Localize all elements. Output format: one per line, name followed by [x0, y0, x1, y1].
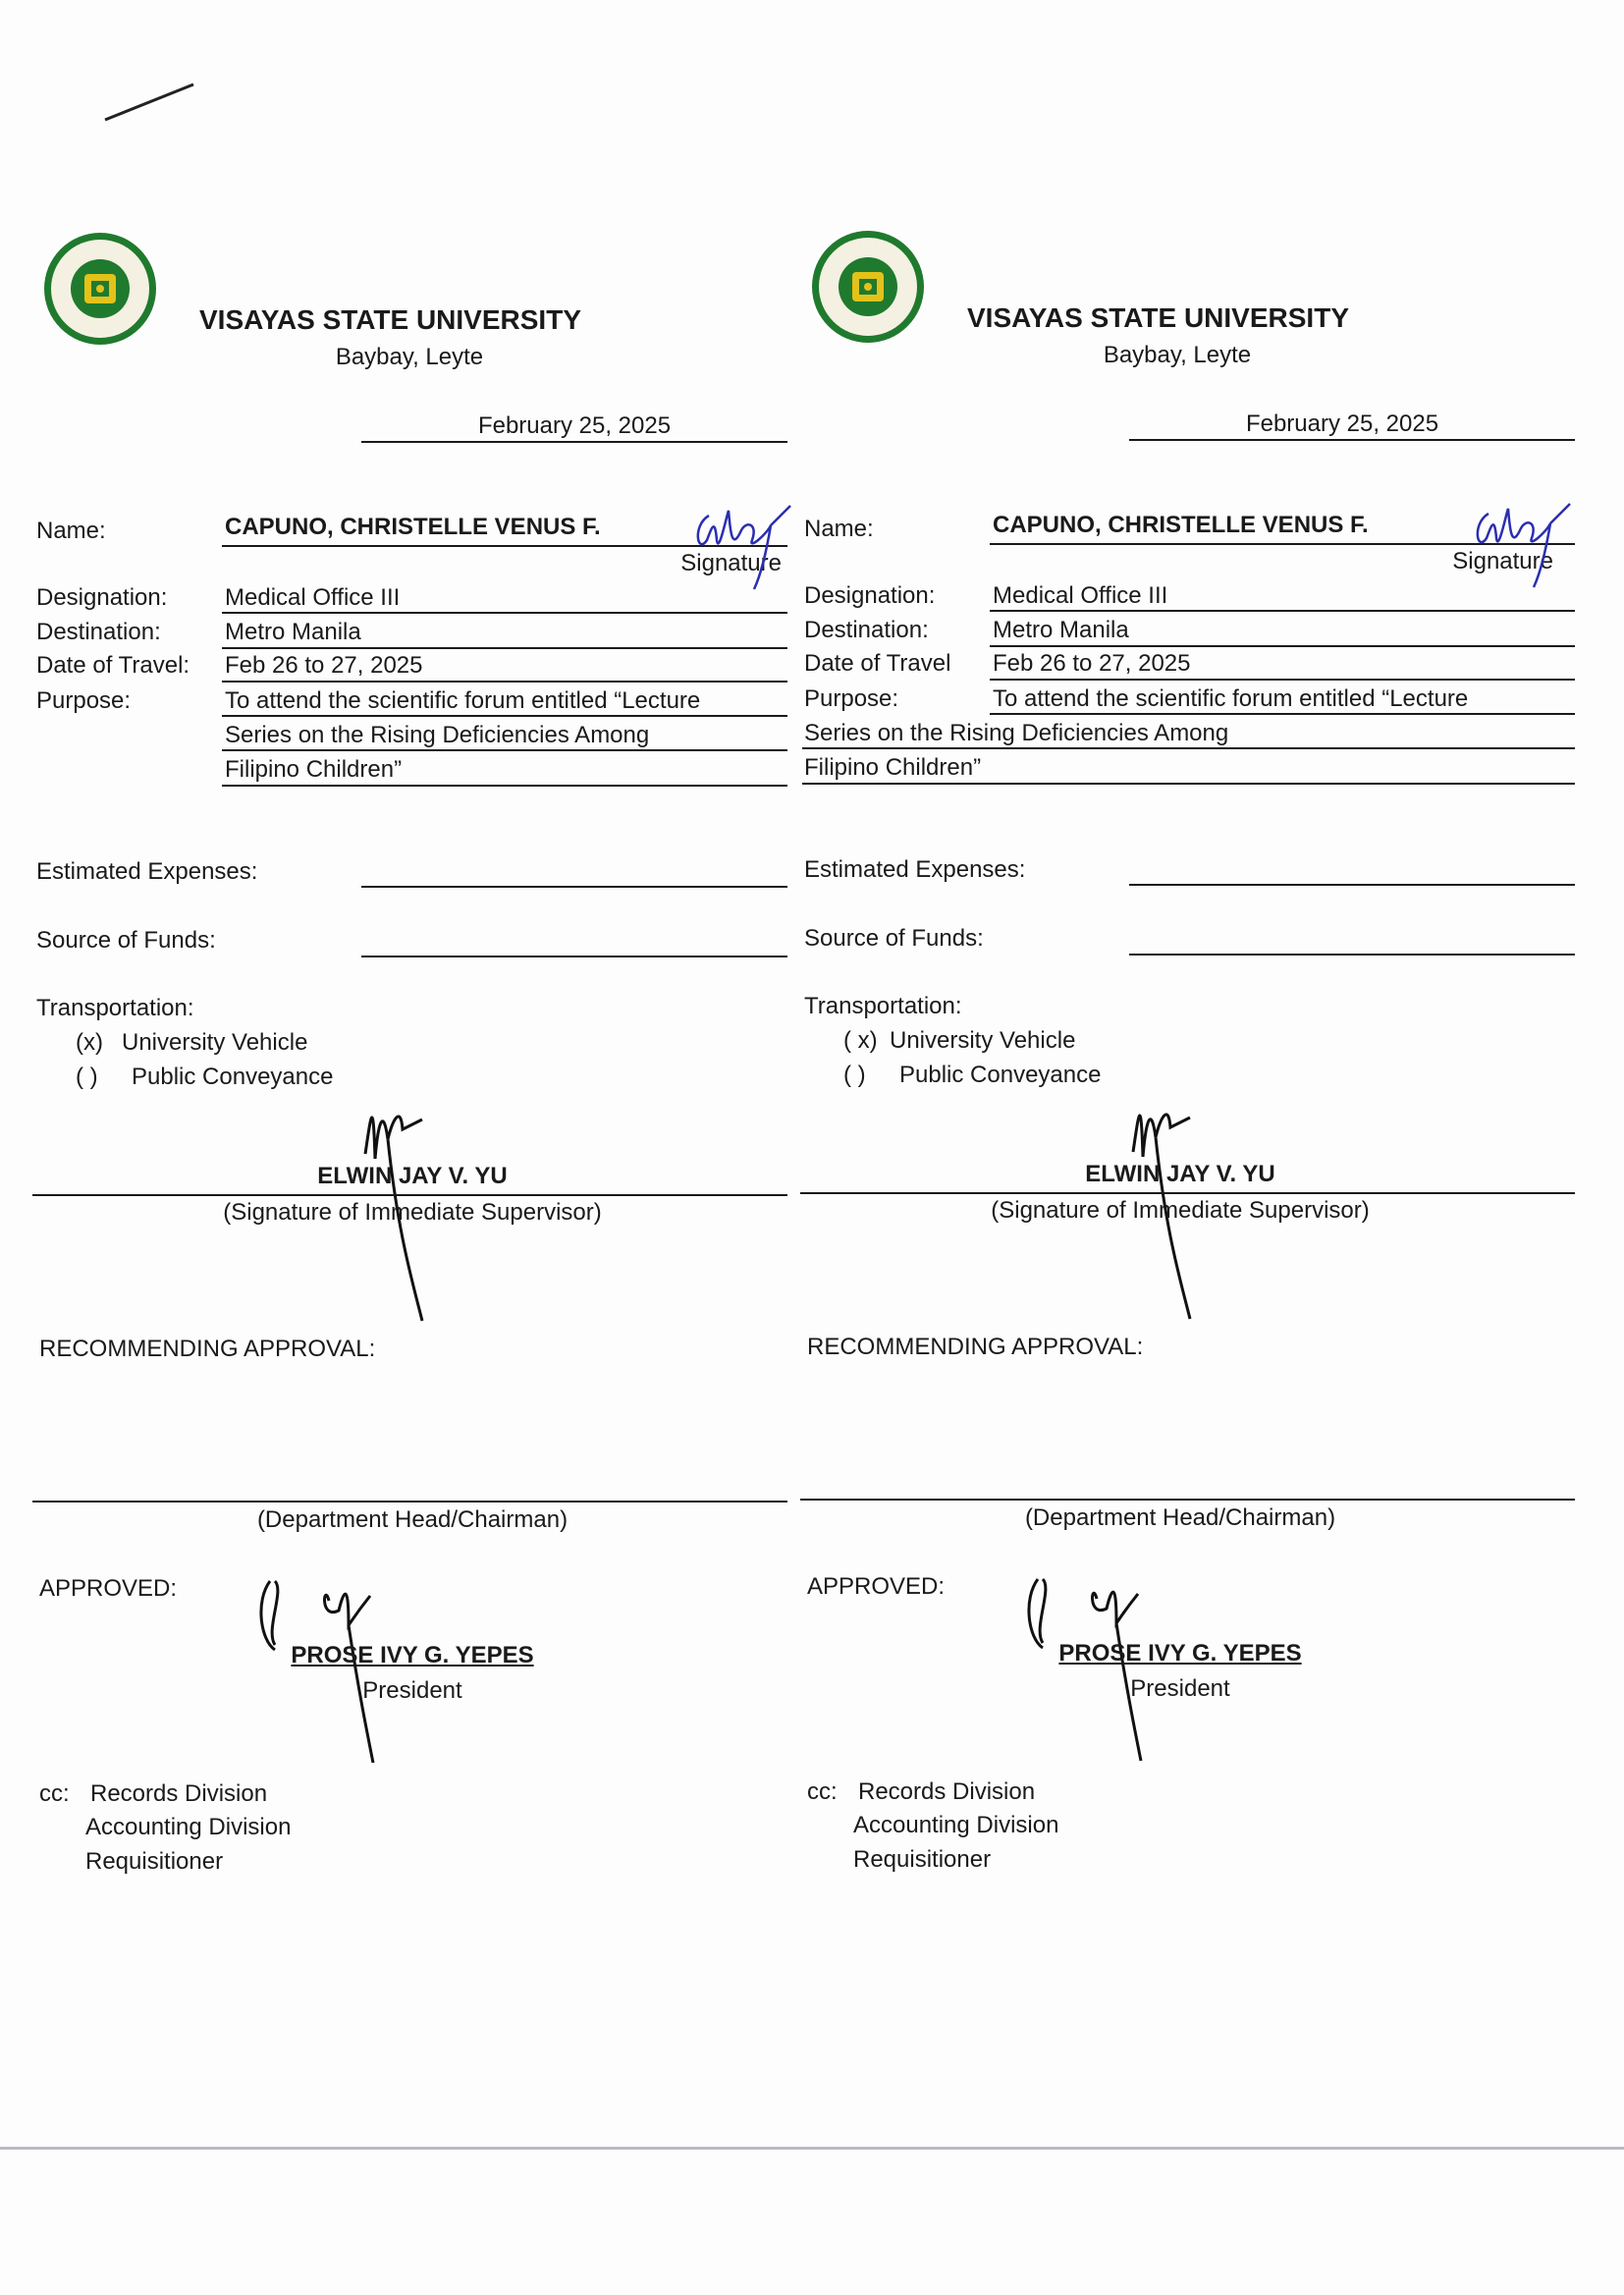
approved-label: APPROVED:: [807, 1573, 946, 1600]
underline: [222, 785, 787, 787]
estimated-expenses-label: Estimated Expenses:: [804, 856, 1026, 883]
cc-item-3: Requisitioner: [853, 1846, 992, 1873]
cc-item-1: Records Division: [858, 1778, 1036, 1805]
purpose-line-2: Series on the Rising Deficiencies Among: [804, 720, 1229, 746]
destination-value: Metro Manila: [225, 619, 361, 645]
cc-item-1: Records Division: [90, 1780, 268, 1807]
cc-item-2: Accounting Division: [85, 1814, 292, 1840]
president-signature: [250, 1571, 427, 1768]
requester-signature: [1467, 494, 1575, 592]
supervisor-name: ELWIN JAY V. YU: [317, 1163, 508, 1189]
underline: [800, 1192, 1575, 1194]
underline: [990, 679, 1575, 681]
date-of-travel-value: Feb 26 to 27, 2025: [993, 650, 1191, 677]
transport-option-2-mark: ( ): [76, 1064, 98, 1090]
cc-item-3: Requisitioner: [85, 1848, 224, 1875]
underline: [802, 783, 1575, 785]
purpose-label: Purpose:: [36, 687, 132, 714]
destination-label: Destination:: [36, 619, 161, 645]
transportation-label: Transportation:: [804, 993, 962, 1019]
underline: [1129, 439, 1575, 441]
underline: [990, 645, 1575, 647]
president-name: PROSE IVY G. YEPES: [1058, 1640, 1302, 1667]
university-name: VISAYAS STATE UNIVERSITY: [199, 304, 581, 335]
purpose-label: Purpose:: [804, 685, 899, 712]
designation-value: Medical Office III: [225, 584, 401, 611]
cc-item-2: Accounting Division: [853, 1812, 1059, 1838]
underline: [32, 1501, 787, 1503]
travel-form-copy-2: [768, 0, 1553, 2293]
recommending-approval-label: RECOMMENDING APPROVAL:: [807, 1334, 1144, 1360]
transport-option-2-mark: ( ): [843, 1062, 866, 1088]
president-title: President: [362, 1677, 462, 1704]
department-head-caption: (Department Head/Chairman): [1024, 1504, 1336, 1531]
underline: [222, 647, 787, 649]
cc-label: cc:: [807, 1778, 838, 1805]
university-seal-logo: [807, 229, 929, 345]
recommending-approval-label: RECOMMENDING APPROVAL:: [39, 1336, 376, 1362]
underline: [1129, 884, 1575, 886]
signature-label: Signature: [680, 550, 782, 576]
signature-label: Signature: [1452, 548, 1553, 574]
underline: [990, 713, 1575, 715]
date-of-travel-label: Date of Travel:: [36, 652, 190, 679]
president-name: PROSE IVY G. YEPES: [291, 1642, 534, 1668]
transport-option-2-label: Public Conveyance: [132, 1064, 334, 1090]
name-value: CAPUNO, CHRISTELLE VENUS F.: [993, 512, 1369, 538]
university-seal-logo: [39, 231, 161, 347]
source-of-funds-label: Source of Funds:: [36, 927, 216, 954]
approved-label: APPROVED:: [39, 1575, 178, 1602]
transport-option-1-mark: (x): [76, 1029, 103, 1056]
underline: [361, 956, 787, 957]
purpose-line-3: Filipino Children”: [804, 754, 982, 781]
president-signature: [1018, 1569, 1195, 1766]
underline: [222, 612, 787, 614]
date-of-travel-label: Date of Travel: [804, 650, 951, 677]
underline: [361, 441, 787, 443]
purpose-line-3: Filipino Children”: [225, 756, 403, 783]
underline: [1129, 954, 1575, 956]
underline: [800, 1499, 1575, 1501]
destination-value: Metro Manila: [993, 617, 1129, 643]
supervisor-caption: (Signature of Immediate Supervisor): [991, 1197, 1370, 1224]
page-edge-divider: [0, 2147, 1624, 2150]
cc-label: cc:: [39, 1780, 70, 1807]
estimated-expenses-label: Estimated Expenses:: [36, 858, 258, 885]
purpose-line-1: To attend the scientific forum entitled “Lecture: [225, 687, 701, 714]
designation-value: Medical Office III: [993, 582, 1168, 609]
purpose-line-1: To attend the scientific forum entitled “Lecture: [993, 685, 1469, 712]
underline: [361, 886, 787, 888]
underline: [222, 681, 787, 683]
source-of-funds-label: Source of Funds:: [804, 925, 984, 952]
department-head-caption: (Department Head/Chairman): [256, 1506, 568, 1533]
underline: [222, 749, 787, 751]
president-title: President: [1130, 1675, 1230, 1702]
designation-label: Designation:: [804, 582, 936, 609]
travel-form-copy-1: [0, 0, 785, 2295]
form-date: February 25, 2025: [477, 412, 672, 439]
underline: [990, 610, 1575, 612]
supervisor-name: ELWIN JAY V. YU: [1085, 1161, 1275, 1187]
underline: [32, 1194, 787, 1196]
transportation-label: Transportation:: [36, 995, 194, 1021]
transport-option-1-mark: ( x): [843, 1027, 878, 1054]
university-name: VISAYAS STATE UNIVERSITY: [967, 302, 1349, 333]
supervisor-caption: (Signature of Immediate Supervisor): [223, 1199, 602, 1226]
designation-label: Designation:: [36, 584, 168, 611]
transport-option-1-label: University Vehicle: [122, 1029, 308, 1056]
date-of-travel-value: Feb 26 to 27, 2025: [225, 652, 423, 679]
form-date: February 25, 2025: [1245, 410, 1439, 437]
transport-option-1-label: University Vehicle: [890, 1027, 1076, 1054]
underline: [222, 715, 787, 717]
destination-label: Destination:: [804, 617, 929, 643]
university-location: Baybay, Leyte: [1103, 342, 1252, 368]
transport-option-2-label: Public Conveyance: [899, 1062, 1102, 1088]
purpose-line-2: Series on the Rising Deficiencies Among: [225, 722, 650, 748]
university-location: Baybay, Leyte: [335, 344, 484, 370]
name-value: CAPUNO, CHRISTELLE VENUS F.: [225, 514, 601, 540]
name-label: Name:: [804, 516, 874, 542]
underline: [802, 747, 1575, 749]
name-label: Name:: [36, 518, 106, 544]
